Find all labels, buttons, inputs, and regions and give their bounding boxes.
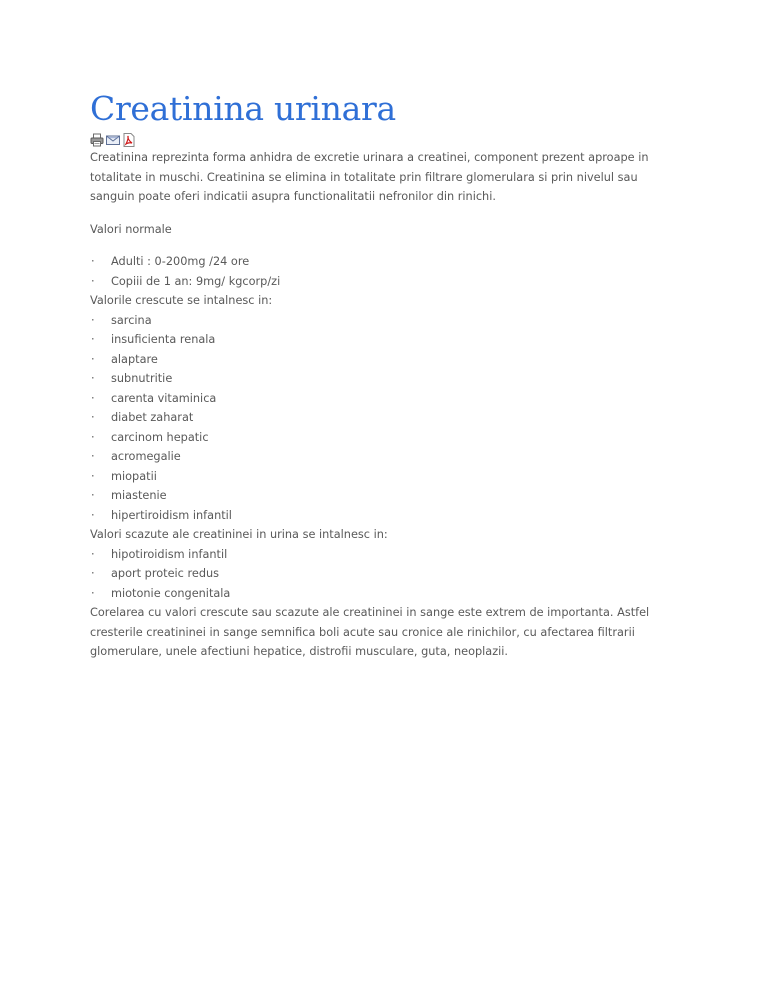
list-item [90, 330, 670, 350]
list-item [90, 428, 670, 448]
list-item-text: sarcina [111, 313, 152, 327]
bullet-marker: · [91, 372, 95, 385]
increased-values-heading: Valorile crescute se intalnesc in: [90, 294, 273, 307]
list-item [90, 389, 670, 409]
list-item-text: Adulti : 0-200mg /24 ore [111, 255, 250, 268]
list-item-text: carcinom hepatic [111, 430, 209, 444]
email-icon[interactable] [106, 133, 120, 147]
conclusion-paragraph: Corelarea cu valori crescute sau scazute ale creatininei in sange este extrem de importanta. Astfel cresterile creatininei in sange semnifica boli acute sau cronice ale rinichilor, cu afectarea filtrarii glomerulare, unele afectiuni hepatice, distrofii musculare, guta, neoplazii. [90, 606, 650, 658]
bullet-marker: · [91, 391, 95, 405]
bullet-marker: · [91, 430, 95, 444]
list-item-text: insuficienta renala [111, 333, 216, 346]
list-item-text: aport proteic redus [111, 567, 220, 580]
bullet-marker: · [91, 469, 95, 483]
list-item [90, 506, 670, 526]
list-item-text: hipertiroidism infantil [111, 508, 232, 522]
list-item [90, 584, 670, 604]
bullet-marker: · [91, 450, 95, 463]
list-item-text: hipotiroidism infantil [111, 547, 228, 561]
bullet-marker: · [91, 255, 95, 268]
printer-icon[interactable] [90, 133, 104, 147]
list-item-text: diabet zaharat [111, 411, 194, 424]
list-item [90, 447, 670, 467]
bullet-marker: · [91, 274, 95, 288]
list-item [90, 564, 670, 584]
bullet-marker: · [91, 489, 95, 502]
page-title: Creatinina urinara [90, 89, 396, 128]
list-item-text: subnutritie [111, 372, 173, 385]
bullet-marker: · [91, 586, 95, 600]
list-item-text: alaptare [111, 352, 158, 366]
list-item-text: miopatii [111, 469, 157, 483]
decreased-values-heading: Valori scazute ale creatininei in urina se intalnesc in: [90, 528, 388, 541]
list-item-text: miastenie [111, 489, 167, 502]
bullet-marker: · [91, 313, 95, 327]
spacer [90, 239, 670, 252]
pdf-icon[interactable] [122, 133, 136, 147]
bullet-marker: · [91, 411, 95, 424]
bullet-marker: · [91, 508, 95, 522]
list-item [90, 252, 670, 272]
list-item [90, 369, 670, 389]
list-item-text: Copiii de 1 an: 9mg/ kgcorp/zi [111, 274, 281, 288]
article-toolbar [90, 132, 670, 148]
bullet-marker: · [91, 547, 95, 561]
list-item [90, 408, 670, 428]
bullet-marker: · [91, 567, 95, 580]
bullet-marker: · [91, 333, 95, 346]
normal-values-heading: Valori normale [90, 222, 172, 236]
spacer [90, 207, 670, 220]
list-item [90, 545, 670, 565]
list-item [90, 350, 670, 370]
article [90, 88, 670, 662]
list-item-text: carenta vitaminica [111, 391, 217, 405]
list-item [90, 272, 670, 292]
bullet-marker: · [91, 352, 95, 366]
list-item [90, 311, 670, 331]
list-item [90, 467, 670, 487]
intro-paragraph: Creatinina reprezinta forma anhidra de excretie urinara a creatinei, component prezent aproape in totalitate in muschi. Creatinina se elimina in totalitate prin filtrare glomerulara si prin nivelul sau sanguin poate oferi indicatii asupra functionalitatii nefronilor din rinichi. [90, 151, 649, 203]
list-item [90, 486, 670, 506]
list-item-text: acromegalie [111, 450, 181, 463]
list-item-text: miotonie congenitala [111, 586, 231, 600]
